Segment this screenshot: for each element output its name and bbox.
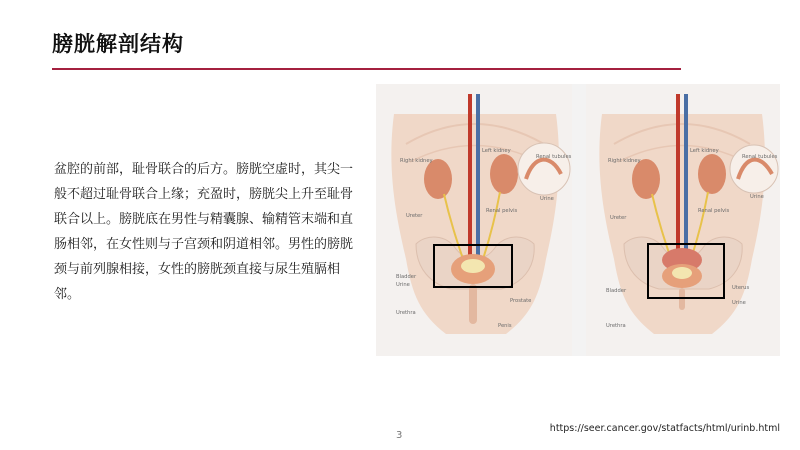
label-right-kidney-f: Right kidney (608, 158, 641, 164)
slide-title: 膀胱解剖结构 (52, 32, 184, 56)
slide-body-text: 盆腔的前部，耻骨联合的后方。膀胱空虚时，其尖一般不超过耻骨联合上缘；充盈时，膀胱尖上升至耻骨联合以上。膀胱底在男性与精囊腺、输精管末端和直肠相邻，在女性则与子宫颈和阴道相邻。男性的膀胱颈与前列腺相接，女性的膀胱颈直接与尿生殖膈相邻。 (54, 162, 354, 302)
label-right-kidney: Right kidney (400, 158, 433, 164)
male-anatomy-illustration (376, 84, 572, 356)
female-urinary-figure (586, 84, 780, 356)
label-renal-tubules: Renal tubules (536, 154, 572, 160)
male-urinary-figure (376, 84, 572, 356)
label-urine-f: Urine (732, 300, 746, 306)
label-urine-inset: Urine (540, 196, 554, 202)
label-bladder: Bladder (396, 274, 417, 280)
female-anatomy-illustration (586, 84, 780, 356)
label-urethra-f: Urethra (606, 323, 626, 329)
page-number: 3 (396, 430, 403, 441)
anatomy-figure-panel (376, 84, 780, 356)
label-renal-pelvis-f: Renal pelvis (698, 208, 730, 214)
label-urine-inset-f: Urine (750, 194, 764, 200)
label-penis: Penis (498, 323, 512, 329)
label-prostate: Prostate (510, 298, 532, 304)
label-left-kidney-f: Left kidney (690, 148, 719, 154)
label-ureter-f: Ureter (610, 215, 627, 221)
source-url[interactable]: https://seer.cancer.gov/statfacts/html/urinb.html (549, 423, 780, 434)
label-urethra: Urethra (396, 310, 416, 316)
label-renal-pelvis: Renal pelvis (486, 208, 518, 214)
label-left-kidney: Left kidney (482, 148, 511, 154)
label-uterus-f: Uterus (732, 285, 750, 291)
title-divider (52, 68, 681, 70)
label-urine: Urine (396, 282, 410, 288)
label-bladder-f: Bladder (606, 288, 627, 294)
label-ureter: Ureter (406, 213, 423, 219)
label-renal-tubules-f: Renal tubules (742, 154, 778, 160)
